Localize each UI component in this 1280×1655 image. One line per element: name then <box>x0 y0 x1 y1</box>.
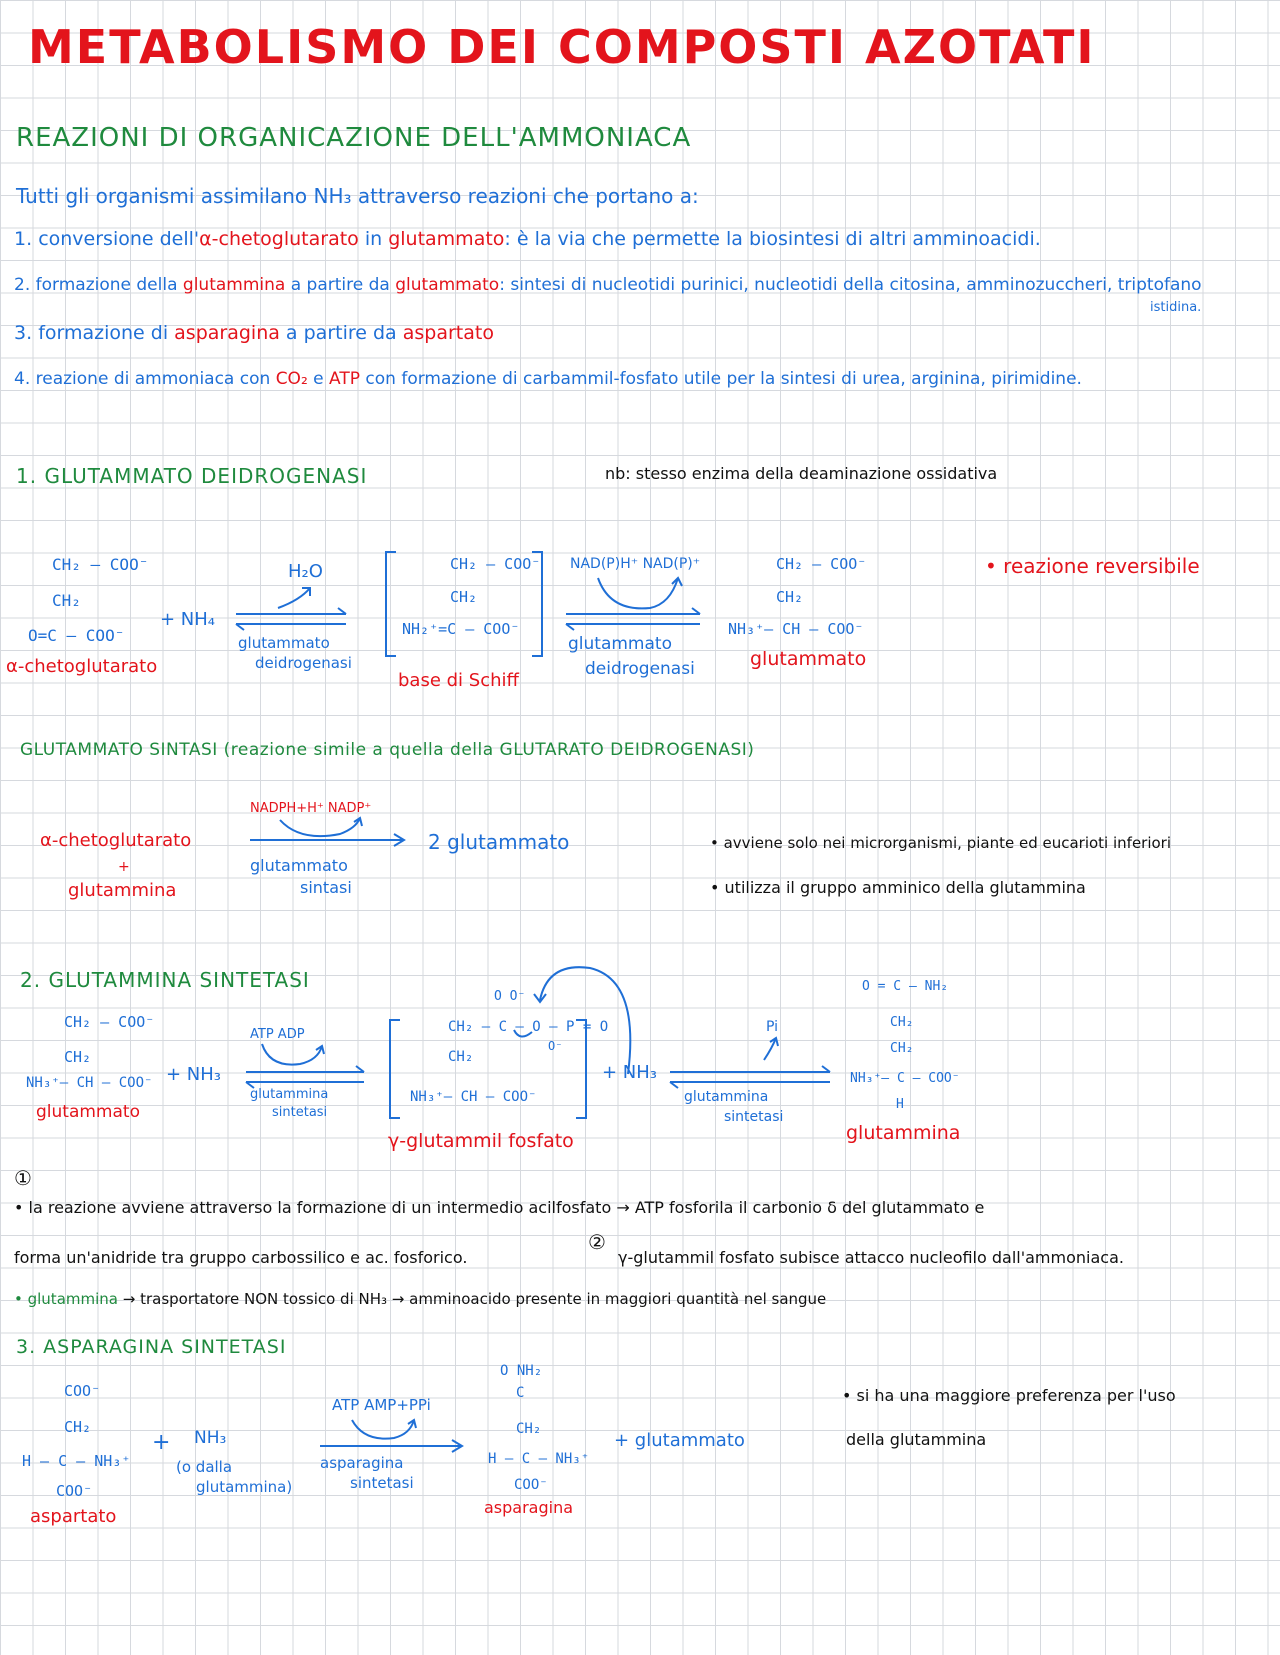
list-item: 3. formazione di asparagina a partire da aspartato <box>14 322 494 344</box>
s1-m2-line: CH₂ <box>450 588 478 606</box>
s1-enzyme2: glutammato <box>568 634 672 654</box>
gs-arrow <box>250 818 404 846</box>
s2-m3-name: glutammina <box>846 1122 961 1144</box>
s2-inter-name: γ-glutammil fosfato <box>388 1130 574 1152</box>
s3-m1-line: COO⁻ <box>56 1482 93 1500</box>
s1-heading: 1. GLUTAMMATO DEIDROGENASI <box>16 464 368 488</box>
s2-bracket-left <box>390 1020 400 1118</box>
s2-text-line: • glutammina → trasportatore NON tossico di NH₃ → amminoacido presente in maggiori quantità nel sangue <box>14 1290 827 1308</box>
s1-bracket-left <box>386 552 396 656</box>
s2-m1-name: glutammato <box>36 1102 140 1122</box>
s3-enzyme: sintetasi <box>350 1474 414 1492</box>
s2-enzyme2: sintetasi <box>724 1109 784 1125</box>
s2-arrow-1 <box>246 1044 364 1088</box>
step-marker-1: ① <box>14 1166 32 1190</box>
s1-m1-line: O=C – COO⁻ <box>28 626 125 645</box>
s2-bracket-right <box>576 1020 586 1118</box>
s3-enzyme: asparagina <box>320 1454 404 1472</box>
s2-arrow-2 <box>670 1038 830 1088</box>
s2-small-curve <box>514 1030 532 1037</box>
intro-text: Tutti gli organismi assimilano NH₃ attraverso reazioni che portano a: <box>16 184 699 208</box>
s2-m3-line: CH₂ <box>890 1015 914 1030</box>
gs-enzyme: sintasi <box>300 878 352 897</box>
s1-enzyme2: deidrogenasi <box>585 659 695 679</box>
gs-cofactor: NADPH+H⁺ NADP⁺ <box>250 801 372 816</box>
s3-nh3: NH₃ <box>194 1428 227 1448</box>
s3-cofactor: ATP AMP+PPi <box>332 1396 431 1414</box>
s3-m1-line: CH₂ <box>64 1418 92 1436</box>
s2-enzyme1: glutammina <box>250 1087 329 1102</box>
s2-m3-line: H <box>896 1097 904 1112</box>
s1-arrow-reversible-2 <box>566 578 700 630</box>
s2-atp-adp: ATP ADP <box>250 1027 305 1042</box>
section-title: REAZIONI DI ORGANICAZIONE DELL'AMMONIACA <box>16 123 692 153</box>
s3-arrow <box>320 1420 462 1452</box>
list-item: 1. conversione dell'α-chetoglutarato in glutammato: è la via che permette la biosintesi di altri amminoacidi. <box>14 228 1041 250</box>
s2-inter-line: O⁻ <box>548 1039 563 1053</box>
s3-product: + glutammato <box>614 1430 745 1451</box>
s2-plus-nh3: + NH₃ <box>166 1064 222 1085</box>
s3-m2-line: O NH₂ <box>500 1363 543 1379</box>
s2-pi: Pi <box>766 1019 779 1035</box>
s2-inter-line: CH₂ – C – O – P = O <box>448 1019 609 1035</box>
s1-m3-name: glutammato <box>750 648 867 670</box>
s1-m1-name: α-chetoglutarato <box>6 656 158 677</box>
s3-nh3: glutammina) <box>196 1478 293 1496</box>
page-title: METABOLISMO DEI COMPOSTI AZOTATI <box>28 20 1096 74</box>
s1-cofactor: NAD(P)H⁺ NAD(P)⁺ <box>570 556 701 572</box>
gs-enzyme: glutammato <box>250 856 348 875</box>
s2-enzyme2: glutammina <box>684 1089 769 1105</box>
s1-m3-line: CH₂ – COO⁻ <box>776 555 867 573</box>
s1-m2-line: NH₂⁺=C – COO⁻ <box>402 620 520 638</box>
s1-reversible-note: • reazione reversibile <box>985 554 1200 578</box>
gs-note: • avviene solo nei microrganismi, piante ed eucarioti inferiori <box>710 834 1172 852</box>
s1-m3-line: CH₂ <box>776 588 804 606</box>
s1-m2-line: CH₂ – COO⁻ <box>450 555 541 573</box>
s1-m1-line: CH₂ – COO⁻ <box>52 555 149 574</box>
s2-text-line: • la reazione avviene attraverso la formazione di un intermedio acilfosfato → ATP fosforila il carbonio δ del glutammato e <box>14 1198 985 1217</box>
gs-heading: GLUTAMMATO SINTASI (reazione simile a quella della GLUTARATO DEIDROGENASI) <box>20 740 755 760</box>
s2-inter-line: CH₂ <box>448 1049 474 1065</box>
s3-note: della glutammina <box>846 1430 987 1449</box>
s1-note: nb: stesso enzima della deaminazione ossidativa <box>605 464 998 483</box>
s2-m3-line: NH₃⁺– C – COO⁻ <box>850 1071 960 1086</box>
s2-enzyme1: sintetasi <box>272 1105 328 1120</box>
gs-note: • utilizza il gruppo amminico della glutammina <box>710 878 1086 897</box>
s2-m1-line: CH₂ <box>64 1048 92 1066</box>
gs-product: 2 glutammato <box>428 830 570 854</box>
s3-nh3: (o dalla <box>176 1458 233 1476</box>
s1-enzyme1: glutammato <box>238 634 330 652</box>
s3-m2-name: asparagina <box>484 1498 574 1517</box>
s3-m1-name: aspartato <box>30 1506 117 1527</box>
gs-substrate2: glutammina <box>68 880 177 901</box>
s3-heading: 3. ASPARAGINA SINTETASI <box>16 1336 287 1358</box>
list-item: 4. reazione di ammoniaca con CO₂ e ATP con formazione di carbammil-fosfato utile per la sintesi di urea, arginina, pirimidine. <box>14 369 1082 389</box>
s1-m2-name: base di Schiff <box>398 670 519 691</box>
s2-heading: 2. GLUTAMMINA SINTETASI <box>20 968 310 992</box>
gs-plus: + <box>118 859 130 875</box>
s2-inter-line: O O⁻ <box>494 989 526 1004</box>
s3-m2-line: COO⁻ <box>514 1477 548 1493</box>
s3-m2-line: CH₂ <box>516 1421 542 1437</box>
gs-substrate1: α-chetoglutarato <box>40 830 192 851</box>
s1-bracket-right <box>532 552 542 656</box>
s3-m2-line: C <box>516 1385 525 1401</box>
s2-text-line: forma un'anidride tra gruppo carbossilico e ac. fosforico. <box>14 1248 468 1267</box>
list-item-continuation: istidina. <box>1150 300 1202 315</box>
s2-text-line: γ-glutammil fosfato subisce attacco nucleofilo dall'ammoniaca. <box>618 1248 1124 1267</box>
s1-arrow-reversible-1 <box>236 588 346 630</box>
s3-plus: + <box>152 1430 171 1455</box>
s3-m1-line: COO⁻ <box>64 1382 101 1400</box>
s3-m2-line: H – C – NH₃⁺ <box>488 1451 590 1467</box>
s2-m3-line: O = C – NH₂ <box>862 979 949 994</box>
s2-m3-line: CH₂ <box>890 1041 914 1056</box>
s3-m1-line: H – C – NH₃⁺ <box>22 1452 131 1470</box>
s3-note: • si ha una maggiore preferenza per l'uso <box>842 1386 1176 1405</box>
s1-plus-nh4: + NH₄ <box>160 609 216 630</box>
s2-m1-line: CH₂ – COO⁻ <box>64 1013 155 1031</box>
s1-enzyme1: deidrogenasi <box>255 654 352 672</box>
s2-plus-nh3b: + NH₃ <box>602 1062 658 1083</box>
s1-h2o: H₂O <box>288 561 323 582</box>
s2-m1-line: NH₃⁺– CH – COO⁻ <box>26 1075 153 1091</box>
step-marker-2: ② <box>588 1230 606 1254</box>
s1-m3-line: NH₃⁺– CH – COO⁻ <box>728 620 864 638</box>
s1-m1-line: CH₂ <box>52 591 81 610</box>
s2-inter-line: NH₃⁺– CH – COO⁻ <box>410 1089 537 1105</box>
list-item: 2. formazione della glutammina a partire da glutammato: sintesi di nucleotidi purinici, nucleotidi della citosina, amminozuccheri, triptofano <box>14 275 1202 295</box>
